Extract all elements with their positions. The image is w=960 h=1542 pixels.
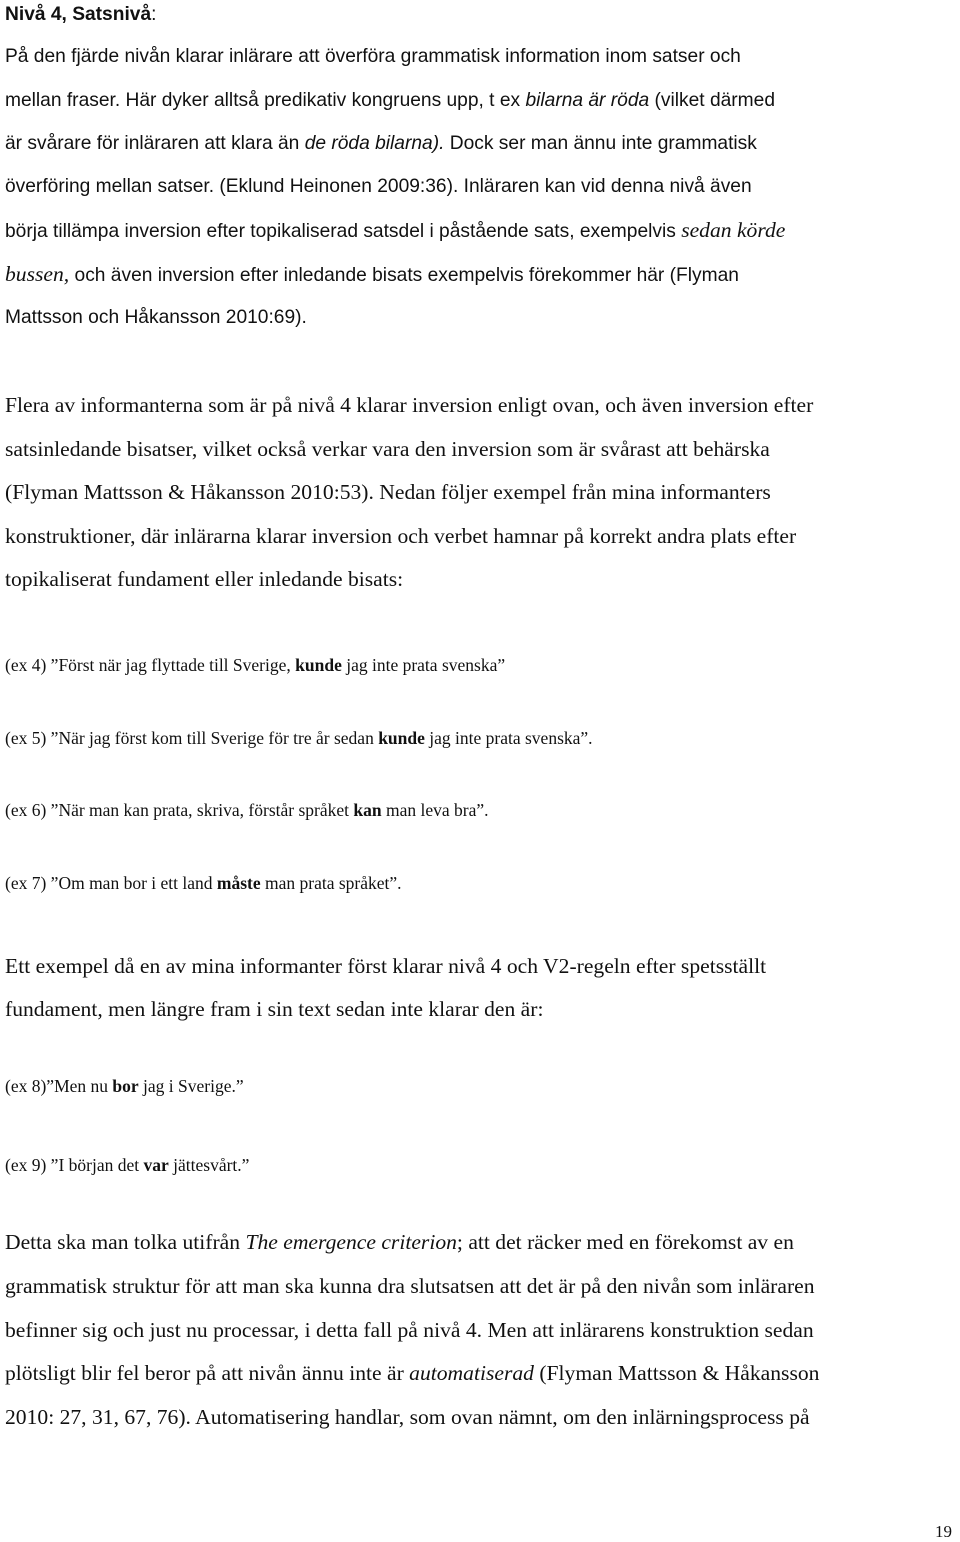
example-7: (ex 7) ”Om man bor i ett land måste man prata språket”. <box>5 873 402 893</box>
paragraph-1-line-4: överföring mellan satser. (Eklund Heinonen 2009:36). Inläraren kan vid denna nivå även <box>5 176 752 197</box>
paragraph-1-line-5: börja tillämpa inversion efter topikaliserad satsdel i påstående sats, exempelvis sedan körde <box>5 218 786 242</box>
paragraph-4-line-2: grammatisk struktur för att man ska kunna dra slutsatsen att det är på den nivån som inläraren <box>5 1274 815 1298</box>
example-5: (ex 5) ”När jag först kom till Sverige för tre år sedan kunde jag inte prata svenska”. <box>5 728 593 748</box>
paragraph-1-line-3: är svårare för inläraren att klara än de röda bilarna). Dock ser man ännu inte grammatisk <box>5 133 757 154</box>
paragraph-1-line-1: På den fjärde nivån klarar inlärare att överföra grammatisk information inom satser och <box>5 46 741 67</box>
example-6: (ex 6) ”När man kan prata, skriva, förstår språket kan man leva bra”. <box>5 800 489 820</box>
paragraph-1-line-2: mellan fraser. Här dyker alltså predikativ kongruens upp, t ex bilarna är röda (vilket därmed <box>5 90 776 111</box>
paragraph-4-line-3: befinner sig och just nu processar, i detta fall på nivå 4. Men att inlärarens konstruktion sedan <box>5 1318 814 1342</box>
example-4: (ex 4) ”Först när jag flyttade till Sverige, kunde jag inte prata svenska” <box>5 655 506 675</box>
paragraph-4-line-4: plötsligt blir fel beror på att nivån ännu inte är automatiserad (Flyman Mattsson & Håkansson <box>5 1361 820 1385</box>
paragraph-1-line-7: Mattsson och Håkansson 2010:69). <box>5 307 307 328</box>
paragraph-1-line-6: bussen, och även inversion efter inledande bisats exempelvis förekommer här (Flyman <box>5 262 739 286</box>
paragraph-4-line-5: 2010: 27, 31, 67, 76). Automatisering handlar, som ovan nämnt, om den inlärningsprocess på <box>5 1405 810 1429</box>
paragraph-2-line-2: satsinledande bisatser, vilket också verkar vara den inversion som är svårast att behärska <box>5 437 770 461</box>
paragraph-2-line-1: Flera av informanterna som är på nivå 4 klarar inversion enligt ovan, och även inversion efter <box>5 393 814 417</box>
section-heading: Nivå 4, Satsnivå: <box>5 4 157 25</box>
paragraph-2-line-5: topikaliserat fundament eller inledande bisats: <box>5 567 404 591</box>
paragraph-2-line-3: (Flyman Mattsson & Håkansson 2010:53). Nedan följer exempel från mina informanters <box>5 480 771 504</box>
example-9: (ex 9) ”I början det var jättesvårt.” <box>5 1155 250 1175</box>
paragraph-3-line-1: Ett exempel då en av mina informanter först klarar nivå 4 och V2-regeln efter spetsställt <box>5 954 767 978</box>
paragraph-2-line-4: konstruktioner, där inlärarna klarar inversion och verbet hamnar på korrekt andra plats efter <box>5 524 797 548</box>
example-8: (ex 8)”Men nu bor jag i Sverige.” <box>5 1076 244 1096</box>
paragraph-3-line-2: fundament, men längre fram i sin text sedan inte klarar den är: <box>5 997 544 1021</box>
paragraph-4-line-1: Detta ska man tolka utifrån The emergence criterion; att det räcker med en förekomst av en <box>5 1230 794 1254</box>
page-number: 19 <box>935 1522 952 1541</box>
